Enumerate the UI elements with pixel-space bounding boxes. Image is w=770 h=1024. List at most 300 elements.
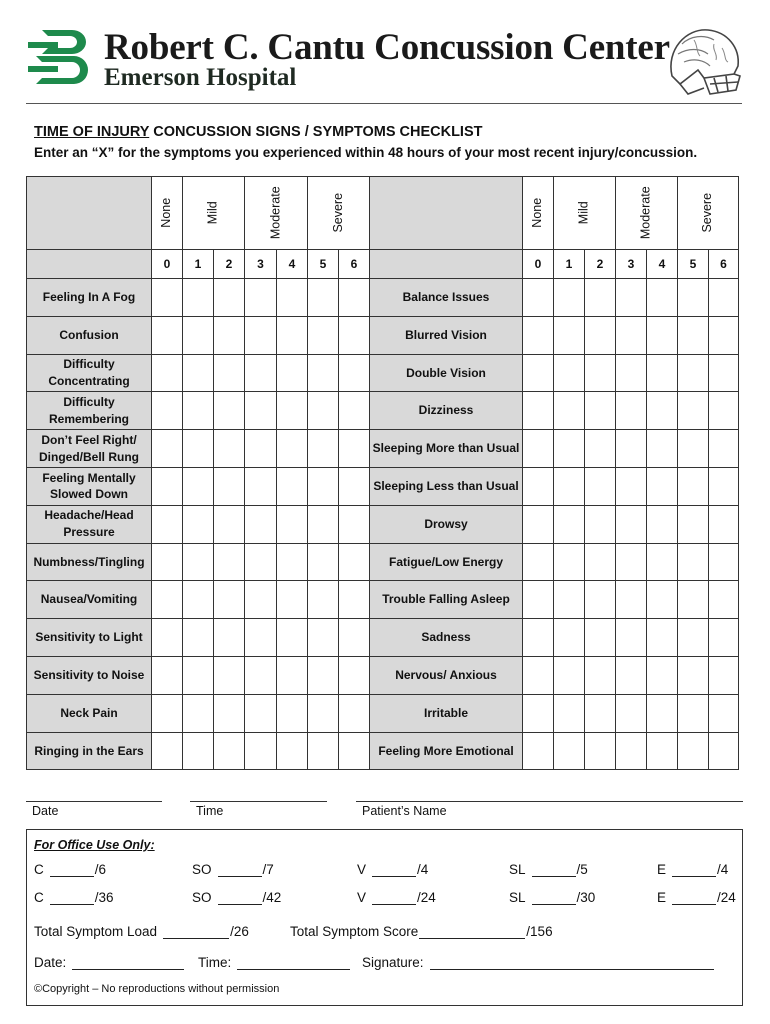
header-moderate	[245, 177, 308, 250]
left-symptom-checkbox[interactable]	[152, 732, 183, 770]
left-symptom-checkbox[interactable]	[183, 694, 214, 732]
left-symptom-checkbox[interactable]	[183, 316, 214, 354]
right-symptom-checkbox[interactable]	[523, 732, 554, 770]
office-score-field[interactable]	[372, 891, 416, 905]
right-symptom-checkbox[interactable]	[585, 467, 616, 505]
right-symptom-checkbox[interactable]	[523, 581, 554, 619]
office-date-label: Date:	[34, 955, 67, 970]
right-symptom-checkbox[interactable]	[554, 732, 585, 770]
left-symptom-label: Numbness/Tingling	[27, 543, 152, 581]
right-symptom-label: Double Vision	[370, 354, 523, 392]
left-symptom-checkbox[interactable]	[339, 467, 370, 505]
right-symptom-checkbox[interactable]	[678, 392, 709, 430]
right-symptom-checkbox[interactable]	[647, 656, 678, 694]
office-score-field[interactable]	[532, 891, 576, 905]
left-symptom-checkbox[interactable]	[214, 543, 245, 581]
right-symptom-checkbox[interactable]	[554, 694, 585, 732]
header-none	[523, 177, 554, 250]
right-symptom-checkbox[interactable]	[678, 656, 709, 694]
right-symptom-checkbox[interactable]	[678, 279, 709, 317]
right-symptom-checkbox[interactable]	[678, 316, 709, 354]
symptom-row	[27, 581, 739, 619]
right-symptom-label: Sleeping Less than Usual	[370, 467, 523, 505]
left-symptom-checkbox[interactable]	[183, 467, 214, 505]
left-symptom-checkbox[interactable]	[245, 694, 277, 732]
office-score-prefix: E	[657, 862, 667, 877]
total-score-max: /156	[526, 924, 553, 939]
right-symptom-checkbox[interactable]	[585, 430, 616, 468]
left-symptom-checkbox[interactable]	[183, 581, 214, 619]
office-score-field[interactable]	[218, 891, 262, 905]
left-symptom-checkbox[interactable]	[308, 619, 339, 657]
left-symptom-checkbox[interactable]	[214, 316, 245, 354]
office-score-field[interactable]	[218, 863, 262, 877]
right-symptom-checkbox[interactable]	[647, 279, 678, 317]
office-use-title: For Office Use Only:	[34, 838, 155, 852]
right-symptom-checkbox[interactable]	[523, 354, 554, 392]
office-score-e	[657, 890, 736, 905]
header-severe	[308, 177, 370, 250]
total-load-max: /26	[230, 924, 249, 939]
right-symptom-checkbox[interactable]	[647, 619, 678, 657]
left-symptom-checkbox[interactable]	[214, 279, 245, 317]
scale-number: 3	[616, 250, 647, 279]
right-symptom-checkbox[interactable]	[678, 543, 709, 581]
left-symptom-checkbox[interactable]	[277, 392, 308, 430]
symptom-row	[27, 732, 739, 770]
right-symptom-checkbox[interactable]	[616, 316, 647, 354]
left-symptom-checkbox[interactable]	[339, 581, 370, 619]
office-score-prefix: SL	[509, 862, 526, 877]
right-symptom-checkbox[interactable]	[709, 316, 739, 354]
symptom-row	[27, 505, 739, 543]
right-symptom-checkbox[interactable]	[585, 279, 616, 317]
right-symptom-checkbox[interactable]	[523, 543, 554, 581]
left-symptom-checkbox[interactable]	[152, 581, 183, 619]
right-symptom-checkbox[interactable]	[647, 581, 678, 619]
right-symptom-label: Blurred Vision	[370, 316, 523, 354]
scale-number: 5	[678, 250, 709, 279]
header-severe	[678, 177, 739, 250]
total-symptom-load	[34, 924, 249, 939]
left-symptom-checkbox[interactable]	[183, 354, 214, 392]
symptom-row	[27, 619, 739, 657]
office-time	[198, 955, 351, 970]
left-symptom-checkbox[interactable]	[152, 505, 183, 543]
right-symptom-checkbox[interactable]	[585, 656, 616, 694]
left-symptom-checkbox[interactable]	[339, 732, 370, 770]
left-symptom-checkbox[interactable]	[183, 732, 214, 770]
right-symptom-checkbox[interactable]	[616, 392, 647, 430]
time-label: Time	[196, 804, 224, 818]
right-symptom-checkbox[interactable]	[616, 543, 647, 581]
right-symptom-checkbox[interactable]	[647, 732, 678, 770]
total-score-field[interactable]	[419, 925, 525, 939]
left-symptom-checkbox[interactable]	[183, 543, 214, 581]
right-symptom-checkbox[interactable]	[616, 732, 647, 770]
right-symptom-checkbox[interactable]	[709, 505, 739, 543]
office-score-v	[357, 890, 436, 905]
checklist-heading	[34, 124, 483, 140]
right-symptom-checkbox[interactable]	[678, 619, 709, 657]
right-symptom-checkbox[interactable]	[616, 581, 647, 619]
left-symptom-checkbox[interactable]	[183, 430, 214, 468]
left-symptom-label: Confusion	[27, 316, 152, 354]
office-score-v	[357, 862, 428, 877]
left-symptom-checkbox[interactable]	[277, 694, 308, 732]
right-symptom-checkbox[interactable]	[709, 581, 739, 619]
left-symptom-checkbox[interactable]	[308, 543, 339, 581]
left-symptom-checkbox[interactable]	[308, 505, 339, 543]
right-symptom-checkbox[interactable]	[678, 467, 709, 505]
left-symptom-checkbox[interactable]	[277, 505, 308, 543]
left-symptom-checkbox[interactable]	[277, 316, 308, 354]
header-blank-left	[27, 177, 152, 250]
scale-blank-right	[370, 250, 523, 279]
right-symptom-checkbox[interactable]	[523, 467, 554, 505]
left-symptom-checkbox[interactable]	[245, 732, 277, 770]
left-symptom-checkbox[interactable]	[308, 392, 339, 430]
left-symptom-checkbox[interactable]	[152, 543, 183, 581]
right-symptom-checkbox[interactable]	[523, 279, 554, 317]
right-symptom-checkbox[interactable]	[554, 467, 585, 505]
left-symptom-checkbox[interactable]	[308, 354, 339, 392]
right-symptom-checkbox[interactable]	[647, 354, 678, 392]
office-score-prefix: SO	[192, 862, 212, 877]
left-symptom-checkbox[interactable]	[277, 467, 308, 505]
right-symptom-checkbox[interactable]	[709, 694, 739, 732]
left-symptom-checkbox[interactable]	[245, 505, 277, 543]
helmet-brain-icon	[664, 24, 744, 102]
right-symptom-checkbox[interactable]	[678, 581, 709, 619]
symptom-row	[27, 354, 739, 392]
left-symptom-checkbox[interactable]	[245, 467, 277, 505]
right-symptom-checkbox[interactable]	[647, 543, 678, 581]
left-symptom-checkbox[interactable]	[245, 581, 277, 619]
office-score-prefix: C	[34, 862, 44, 877]
right-symptom-label: Sadness	[370, 619, 523, 657]
office-score-c	[34, 862, 106, 877]
left-symptom-checkbox[interactable]	[277, 581, 308, 619]
right-symptom-checkbox[interactable]	[616, 505, 647, 543]
left-symptom-checkbox[interactable]	[308, 430, 339, 468]
left-symptom-checkbox[interactable]	[183, 619, 214, 657]
right-symptom-checkbox[interactable]	[523, 430, 554, 468]
time-line[interactable]	[190, 801, 327, 802]
header-moderate	[616, 177, 678, 250]
right-symptom-checkbox[interactable]	[616, 430, 647, 468]
office-score-sl	[509, 890, 595, 905]
office-score-max: /36	[94, 890, 114, 905]
right-symptom-checkbox[interactable]	[647, 694, 678, 732]
left-symptom-checkbox[interactable]	[152, 694, 183, 732]
left-symptom-label: Sensitivity to Light	[27, 619, 152, 657]
right-symptom-checkbox[interactable]	[616, 694, 647, 732]
office-score-sl	[509, 862, 588, 877]
left-symptom-label: Sensitivity to Noise	[27, 656, 152, 694]
right-symptom-checkbox[interactable]	[709, 354, 739, 392]
left-symptom-checkbox[interactable]	[339, 543, 370, 581]
right-symptom-label: Nervous/ Anxious	[370, 656, 523, 694]
right-symptom-checkbox[interactable]	[554, 656, 585, 694]
header-moderate-label: Moderate	[638, 186, 653, 240]
office-score-prefix: V	[357, 862, 367, 877]
right-symptom-checkbox[interactable]	[678, 430, 709, 468]
left-symptom-checkbox[interactable]	[339, 430, 370, 468]
left-symptom-checkbox[interactable]	[277, 354, 308, 392]
right-symptom-checkbox[interactable]	[585, 354, 616, 392]
left-symptom-checkbox[interactable]	[308, 467, 339, 505]
left-symptom-label: Don’t Feel Right/ Dinged/Bell Rung	[27, 430, 152, 468]
office-score-max: /6	[94, 862, 107, 877]
left-symptom-checkbox[interactable]	[277, 279, 308, 317]
left-symptom-checkbox[interactable]	[245, 279, 277, 317]
right-symptom-checkbox[interactable]	[554, 543, 585, 581]
brand-subtitle: Emerson Hospital	[104, 64, 297, 91]
office-score-e	[657, 862, 728, 877]
left-symptom-checkbox[interactable]	[183, 656, 214, 694]
left-symptom-checkbox[interactable]	[152, 430, 183, 468]
date-line[interactable]	[26, 801, 162, 802]
right-symptom-checkbox[interactable]	[678, 354, 709, 392]
office-time-field[interactable]	[237, 956, 350, 970]
right-symptom-checkbox[interactable]	[709, 279, 739, 317]
heading-time-of-injury: TIME OF INJURY	[34, 124, 150, 140]
right-symptom-checkbox[interactable]	[554, 505, 585, 543]
left-symptom-label: Difficulty Remembering	[27, 392, 152, 430]
left-symptom-checkbox[interactable]	[245, 316, 277, 354]
right-symptom-checkbox[interactable]	[678, 694, 709, 732]
left-symptom-checkbox[interactable]	[308, 279, 339, 317]
symptom-row	[27, 279, 739, 317]
left-symptom-checkbox[interactable]	[152, 656, 183, 694]
office-score-max: /30	[576, 890, 596, 905]
left-symptom-label: Difficulty Concentrating	[27, 354, 152, 392]
right-symptom-checkbox[interactable]	[585, 392, 616, 430]
right-symptom-checkbox[interactable]	[585, 694, 616, 732]
right-symptom-checkbox[interactable]	[709, 430, 739, 468]
scale-number: 0	[152, 250, 183, 279]
left-symptom-checkbox[interactable]	[183, 279, 214, 317]
scale-number: 1	[554, 250, 585, 279]
right-symptom-checkbox[interactable]	[647, 316, 678, 354]
right-symptom-checkbox[interactable]	[647, 467, 678, 505]
symptom-checklist-table	[26, 176, 739, 770]
right-symptom-checkbox[interactable]	[585, 505, 616, 543]
right-symptom-checkbox[interactable]	[585, 543, 616, 581]
patient-name-label: Patient’s Name	[362, 804, 447, 818]
scale-number: 6	[709, 250, 739, 279]
right-symptom-checkbox[interactable]	[709, 392, 739, 430]
scale-number: 0	[523, 250, 554, 279]
left-symptom-checkbox[interactable]	[214, 694, 245, 732]
left-symptom-checkbox[interactable]	[214, 505, 245, 543]
scale-number: 6	[339, 250, 370, 279]
right-symptom-checkbox[interactable]	[616, 619, 647, 657]
symptom-row	[27, 392, 739, 430]
left-symptom-label: Ringing in the Ears	[27, 732, 152, 770]
left-symptom-checkbox[interactable]	[152, 354, 183, 392]
left-symptom-checkbox[interactable]	[339, 279, 370, 317]
office-use-box	[26, 829, 743, 1006]
total-score-label: Total Symptom Score	[290, 924, 419, 939]
office-score-so	[192, 862, 274, 877]
left-symptom-checkbox[interactable]	[214, 354, 245, 392]
right-symptom-checkbox[interactable]	[554, 354, 585, 392]
office-score-field[interactable]	[372, 863, 416, 877]
left-symptom-checkbox[interactable]	[277, 543, 308, 581]
header-severe-label: Severe	[330, 193, 345, 233]
left-symptom-checkbox[interactable]	[214, 619, 245, 657]
office-score-max: /5	[576, 862, 588, 877]
right-symptom-checkbox[interactable]	[554, 392, 585, 430]
header-rule	[26, 103, 742, 104]
right-symptom-label: Dizziness	[370, 392, 523, 430]
right-symptom-checkbox[interactable]	[709, 543, 739, 581]
right-symptom-checkbox[interactable]	[709, 656, 739, 694]
right-symptom-checkbox[interactable]	[616, 467, 647, 505]
office-score-prefix: SL	[509, 890, 526, 905]
left-symptom-checkbox[interactable]	[308, 694, 339, 732]
symptom-row	[27, 543, 739, 581]
right-symptom-label: Irritable	[370, 694, 523, 732]
patient-name-line[interactable]	[356, 801, 743, 802]
left-symptom-checkbox[interactable]	[339, 354, 370, 392]
left-symptom-checkbox[interactable]	[245, 543, 277, 581]
left-symptom-checkbox[interactable]	[183, 505, 214, 543]
left-symptom-checkbox[interactable]	[277, 619, 308, 657]
right-symptom-checkbox[interactable]	[678, 732, 709, 770]
right-symptom-checkbox[interactable]	[585, 732, 616, 770]
right-symptom-checkbox[interactable]	[523, 694, 554, 732]
scale-number: 1	[183, 250, 214, 279]
right-symptom-checkbox[interactable]	[647, 505, 678, 543]
right-symptom-checkbox[interactable]	[616, 354, 647, 392]
left-symptom-checkbox[interactable]	[339, 619, 370, 657]
right-symptom-checkbox[interactable]	[554, 316, 585, 354]
office-score-so	[192, 890, 281, 905]
scale-number: 2	[585, 250, 616, 279]
left-symptom-checkbox[interactable]	[152, 279, 183, 317]
left-symptom-checkbox[interactable]	[152, 619, 183, 657]
left-symptom-checkbox[interactable]	[214, 732, 245, 770]
right-symptom-checkbox[interactable]	[585, 316, 616, 354]
office-signature-field[interactable]	[430, 956, 714, 970]
office-score-prefix: E	[657, 890, 667, 905]
left-symptom-checkbox[interactable]	[339, 392, 370, 430]
right-symptom-checkbox[interactable]	[709, 619, 739, 657]
scale-number: 4	[277, 250, 308, 279]
right-symptom-checkbox[interactable]	[616, 279, 647, 317]
right-symptom-checkbox[interactable]	[523, 392, 554, 430]
office-date	[34, 955, 185, 970]
right-symptom-checkbox[interactable]	[647, 430, 678, 468]
office-score-field[interactable]	[50, 891, 94, 905]
office-score-max: /7	[262, 862, 274, 877]
right-symptom-checkbox[interactable]	[523, 316, 554, 354]
left-symptom-checkbox[interactable]	[245, 656, 277, 694]
left-symptom-checkbox[interactable]	[245, 619, 277, 657]
right-symptom-checkbox[interactable]	[616, 656, 647, 694]
brand-title: Robert C. Cantu Concussion Center	[104, 27, 670, 68]
right-symptom-label: Feeling More Emotional	[370, 732, 523, 770]
office-score-max: /4	[717, 862, 729, 877]
right-symptom-label: Sleeping More than Usual	[370, 430, 523, 468]
left-symptom-checkbox[interactable]	[214, 467, 245, 505]
left-symptom-checkbox[interactable]	[245, 430, 277, 468]
left-symptom-checkbox[interactable]	[277, 732, 308, 770]
symptom-row	[27, 316, 739, 354]
left-symptom-checkbox[interactable]	[245, 354, 277, 392]
left-symptom-checkbox[interactable]	[152, 316, 183, 354]
right-symptom-checkbox[interactable]	[647, 392, 678, 430]
office-score-max: /24	[717, 890, 736, 905]
office-score-prefix: V	[357, 890, 367, 905]
right-symptom-checkbox[interactable]	[585, 619, 616, 657]
office-score-field[interactable]	[532, 863, 576, 877]
left-symptom-checkbox[interactable]	[339, 656, 370, 694]
header-none-label: None	[159, 198, 174, 228]
symptom-row	[27, 694, 739, 732]
office-score-field[interactable]	[50, 863, 94, 877]
office-score-prefix: C	[34, 890, 44, 905]
left-symptom-checkbox[interactable]	[183, 392, 214, 430]
right-symptom-checkbox[interactable]	[554, 619, 585, 657]
left-symptom-label: Feeling Mentally Slowed Down	[27, 467, 152, 505]
left-symptom-checkbox[interactable]	[339, 316, 370, 354]
left-symptom-label: Nausea/Vomiting	[27, 581, 152, 619]
right-symptom-checkbox[interactable]	[709, 732, 739, 770]
right-symptom-checkbox[interactable]	[523, 619, 554, 657]
office-date-field[interactable]	[72, 956, 184, 970]
office-score-field[interactable]	[672, 891, 716, 905]
left-symptom-checkbox[interactable]	[152, 392, 183, 430]
left-symptom-checkbox[interactable]	[339, 694, 370, 732]
left-symptom-checkbox[interactable]	[339, 505, 370, 543]
right-symptom-checkbox[interactable]	[554, 279, 585, 317]
left-symptom-checkbox[interactable]	[214, 656, 245, 694]
symptom-row	[27, 430, 739, 468]
symptom-row	[27, 656, 739, 694]
left-symptom-checkbox[interactable]	[152, 467, 183, 505]
left-symptom-checkbox[interactable]	[214, 581, 245, 619]
left-symptom-checkbox[interactable]	[308, 732, 339, 770]
office-score-prefix: SO	[192, 890, 212, 905]
header-mild	[183, 177, 245, 250]
right-symptom-label: Drowsy	[370, 505, 523, 543]
office-score-max: /4	[417, 862, 429, 877]
left-symptom-checkbox[interactable]	[245, 392, 277, 430]
right-symptom-label: Trouble Falling Asleep	[370, 581, 523, 619]
office-score-max: /42	[262, 890, 282, 905]
left-symptom-checkbox[interactable]	[214, 392, 245, 430]
right-symptom-checkbox[interactable]	[709, 467, 739, 505]
right-symptom-checkbox[interactable]	[585, 581, 616, 619]
right-symptom-checkbox[interactable]	[554, 581, 585, 619]
right-symptom-checkbox[interactable]	[523, 656, 554, 694]
office-score-field[interactable]	[672, 863, 716, 877]
right-symptom-checkbox[interactable]	[554, 430, 585, 468]
left-symptom-checkbox[interactable]	[308, 656, 339, 694]
left-symptom-checkbox[interactable]	[308, 316, 339, 354]
left-symptom-checkbox[interactable]	[214, 430, 245, 468]
left-symptom-checkbox[interactable]	[277, 656, 308, 694]
left-symptom-checkbox[interactable]	[277, 430, 308, 468]
total-load-field[interactable]	[163, 925, 229, 939]
right-symptom-checkbox[interactable]	[678, 505, 709, 543]
right-symptom-checkbox[interactable]	[523, 505, 554, 543]
left-symptom-checkbox[interactable]	[308, 581, 339, 619]
